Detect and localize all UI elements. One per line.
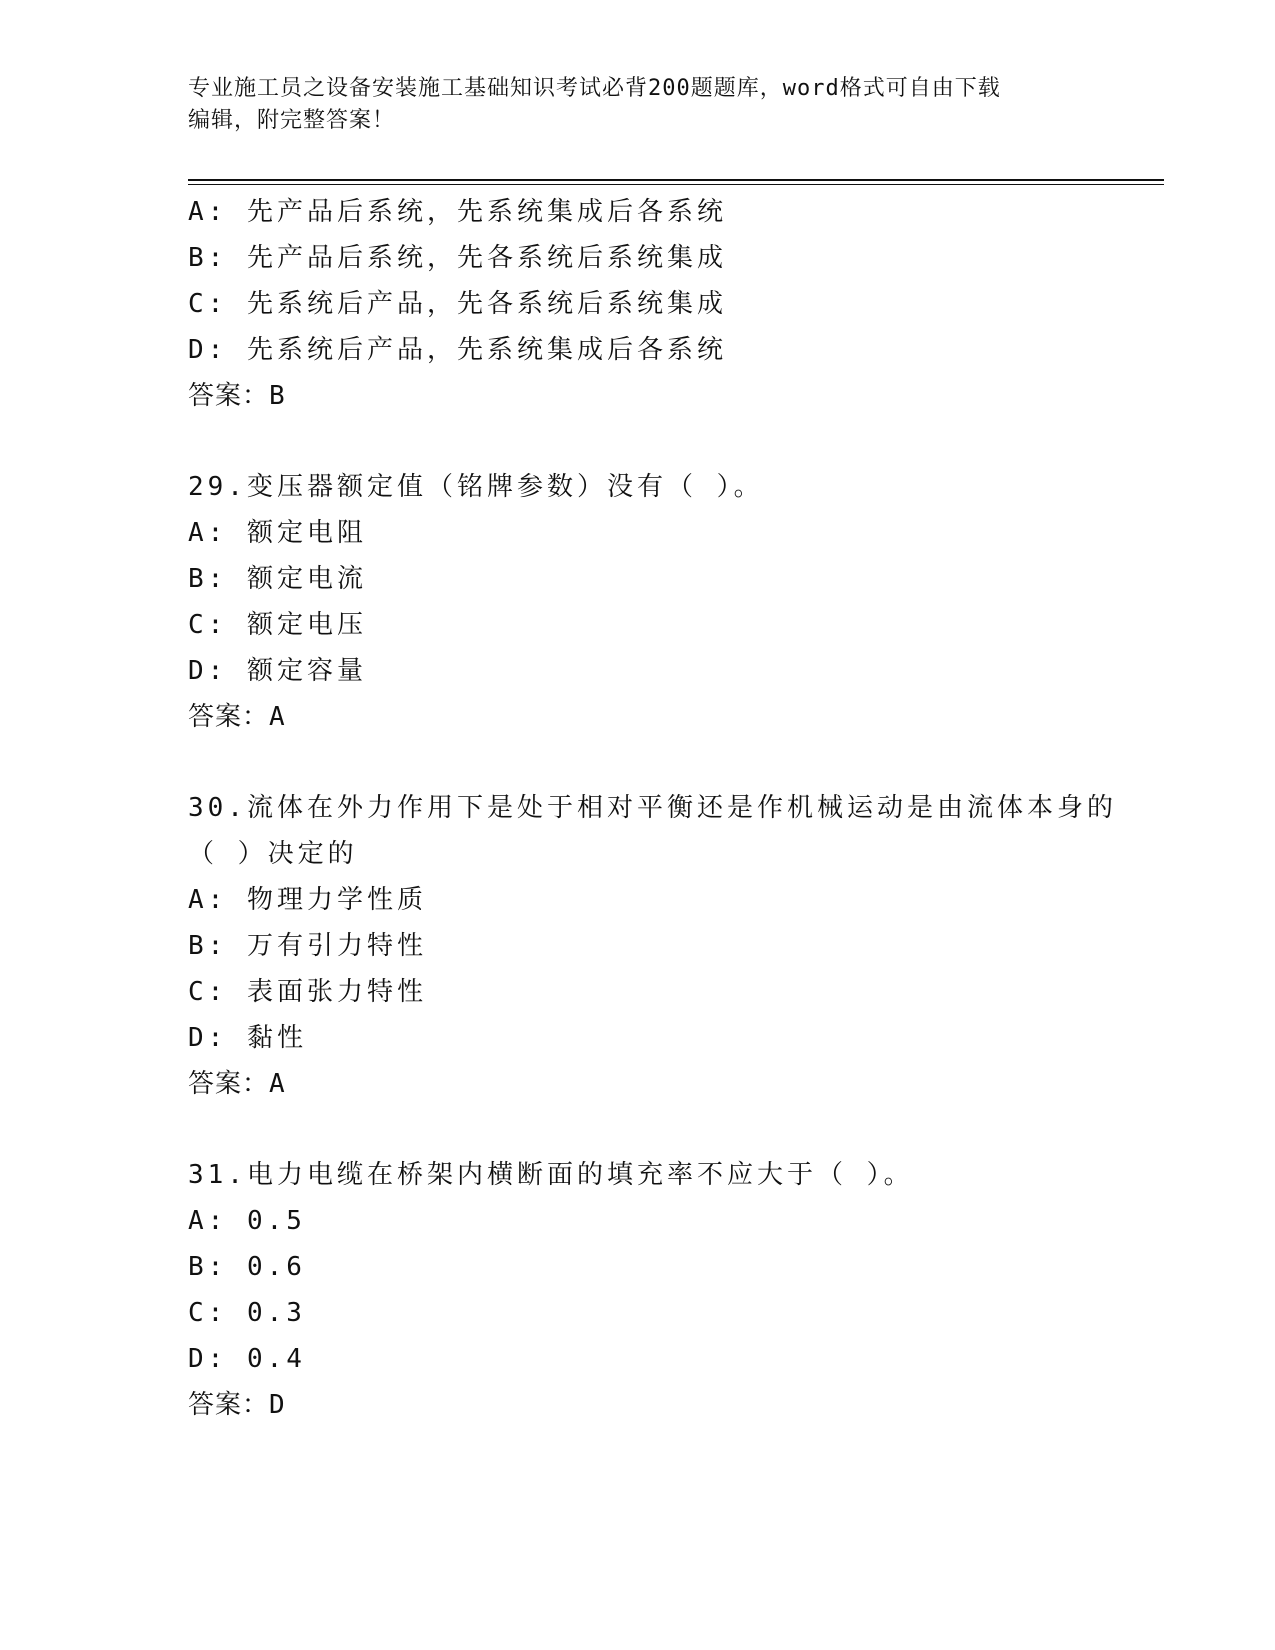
option-a: A: 先产品后系统，先系统集成后各系统 (188, 197, 727, 227)
answer: 答案：B (188, 381, 286, 411)
option-d: D: 黏性 (188, 1023, 307, 1053)
option-a: A: 物理力学性质 (188, 885, 427, 915)
answer: 答案：A (188, 1069, 286, 1099)
option-a: A: 额定电阻 (188, 518, 367, 548)
header-divider-thick (188, 179, 1164, 181)
header-title-line-2: 编辑，附完整答案！ (188, 108, 396, 133)
option-a: A: 0.5 (188, 1206, 306, 1236)
answer: 答案：D (188, 1390, 286, 1420)
question-stem: 31.电力电缆在桥架内横断面的填充率不应大于（ ）。 (188, 1160, 914, 1190)
option-c: C: 表面张力特性 (188, 977, 427, 1007)
question-31 (188, 1152, 1138, 1428)
question-stem-line-1: 30.流体在外力作用下是处于相对平衡还是作机械运动是由流体本身的 (188, 793, 1117, 823)
option-b: B: 万有引力特性 (188, 931, 427, 961)
option-b: B: 额定电流 (188, 564, 367, 594)
header-title-line-1: 专业施工员之设备安装施工基础知识考试必背200题题库，word格式可自由下载 (188, 76, 1001, 101)
header-divider-thin (188, 184, 1164, 185)
question-list (188, 189, 1138, 1428)
option-d: D: 额定容量 (188, 656, 367, 686)
answer: 答案：A (188, 702, 286, 732)
option-c: C: 0.3 (188, 1298, 306, 1328)
question-28 (188, 189, 1138, 419)
question-29 (188, 464, 1138, 740)
question-stem: 29.变压器额定值（铭牌参数）没有（ ）。 (188, 472, 764, 502)
document-header (188, 73, 1088, 137)
option-b: B: 0.6 (188, 1252, 306, 1282)
option-c: C: 先系统后产品，先各系统后系统集成 (188, 289, 727, 319)
option-c: C: 额定电压 (188, 610, 367, 640)
option-d: D: 0.4 (188, 1344, 306, 1374)
option-d: D: 先系统后产品，先系统集成后各系统 (188, 335, 727, 365)
option-b: B: 先产品后系统，先各系统后系统集成 (188, 243, 727, 273)
question-30 (188, 785, 1138, 1107)
question-stem-line-2: （ ）决定的 (188, 839, 358, 869)
